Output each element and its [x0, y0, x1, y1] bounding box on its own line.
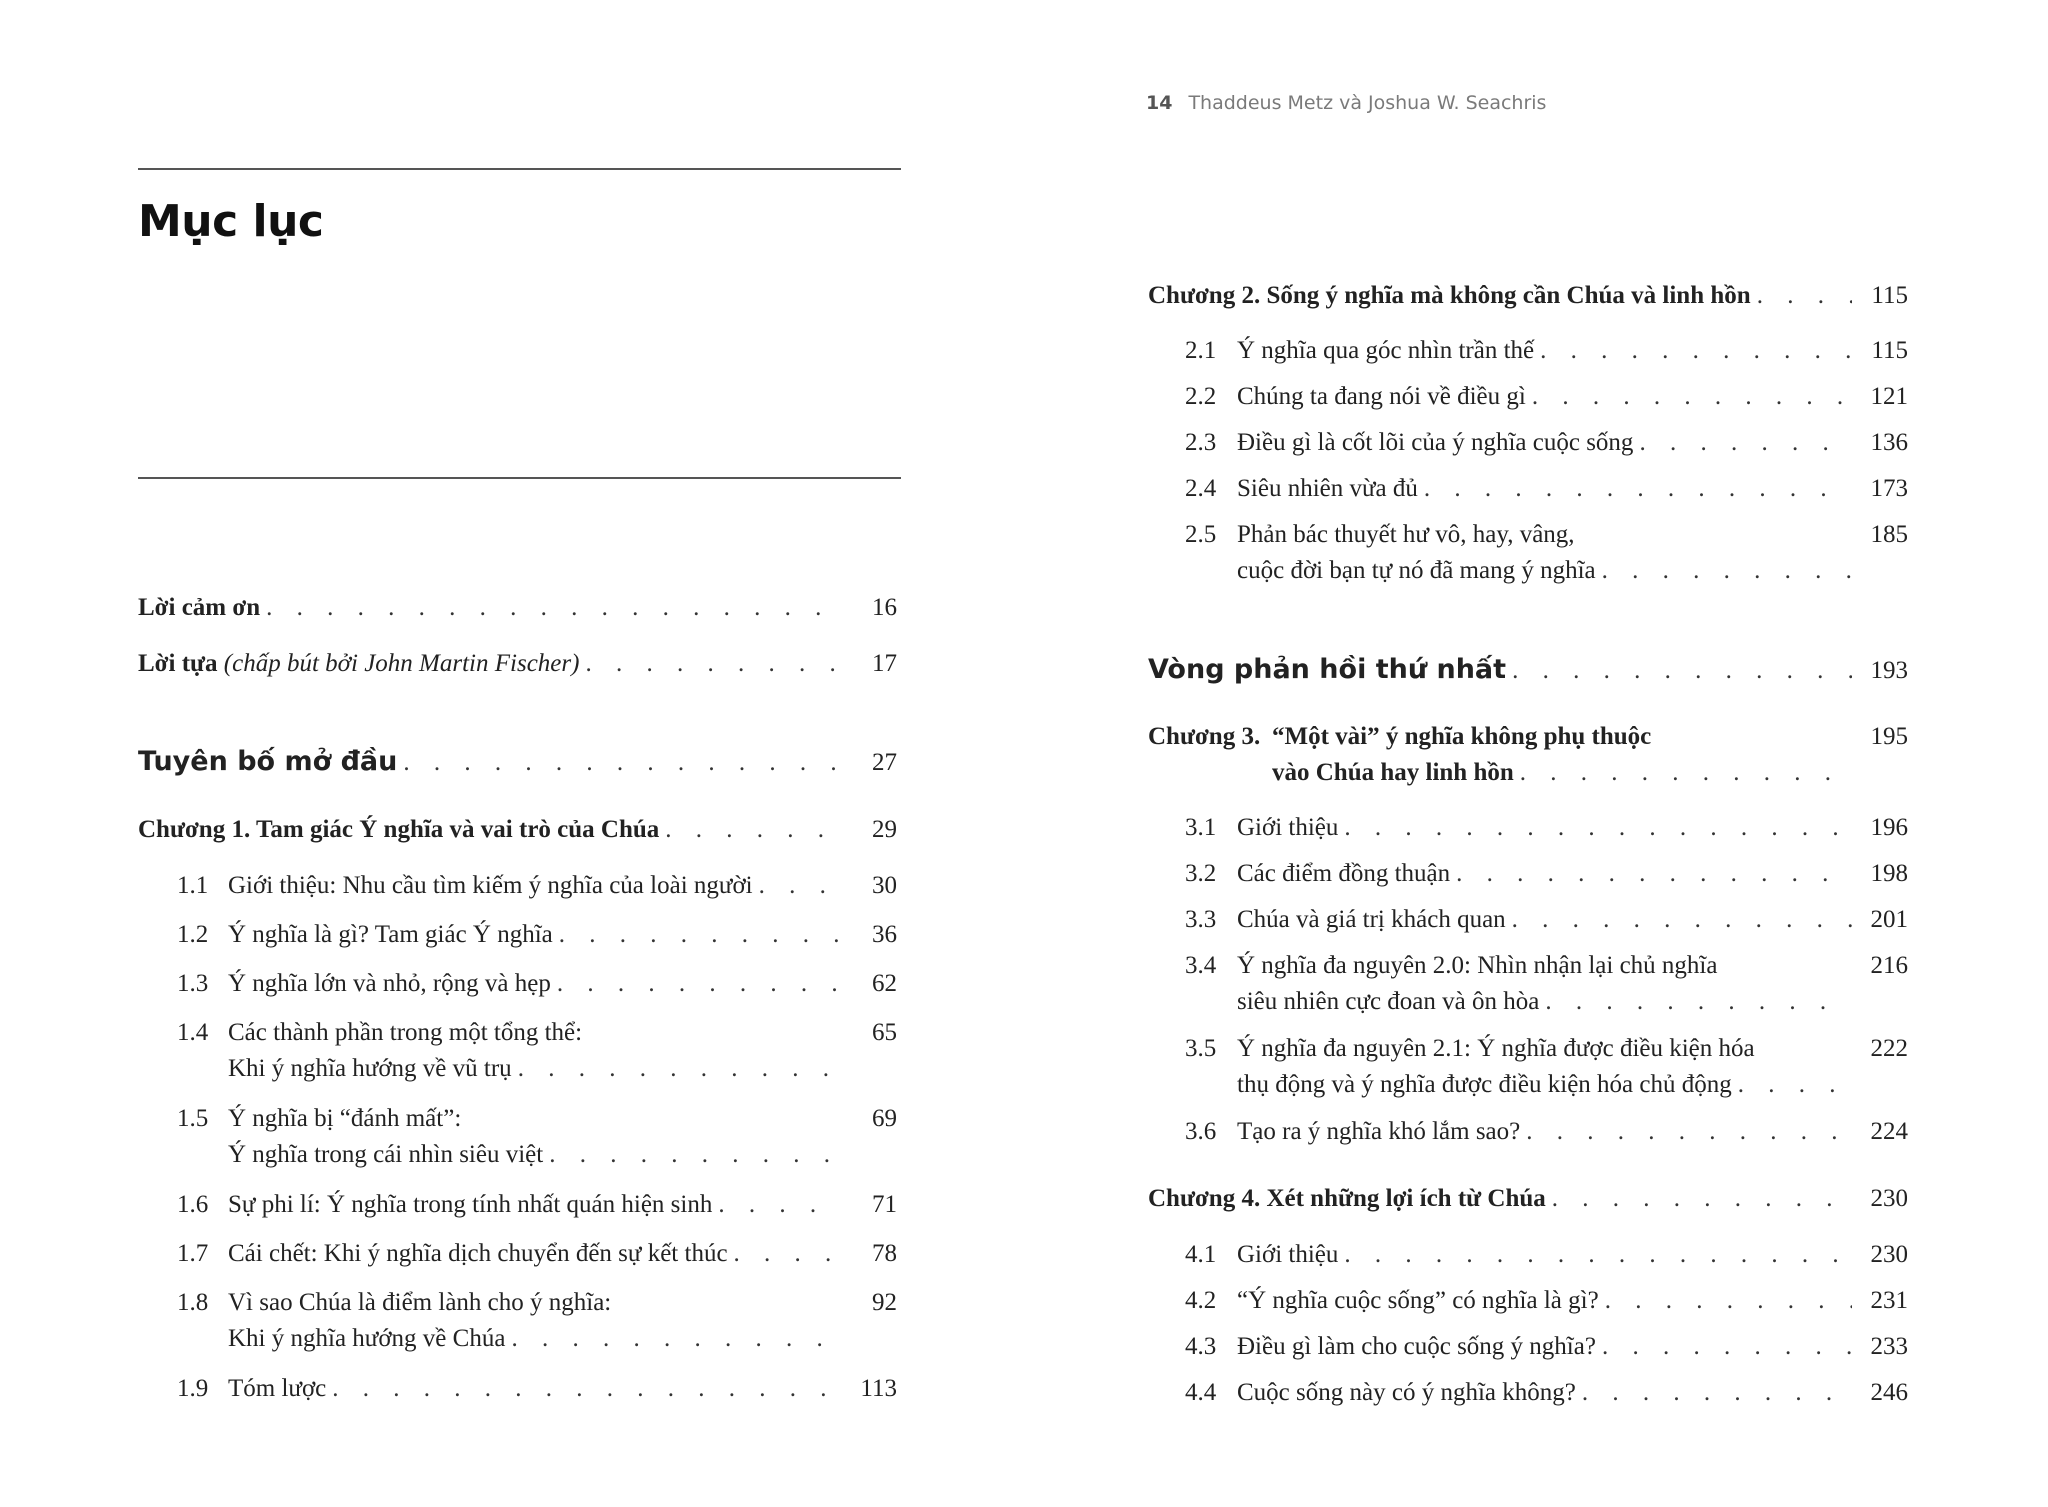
- dot-leader: [579, 646, 839, 682]
- page-number: 16: [872, 594, 897, 621]
- page-number: 92: [872, 1289, 897, 1316]
- toc-entry-first-feedback-loop[interactable]: [1148, 652, 1908, 688]
- page-number: 233: [1870, 1333, 1908, 1360]
- page-number: 224: [1870, 1118, 1908, 1145]
- entry-label: Chương 2. Sống ý nghĩa mà không cần Chúa và linh hồn: [1148, 282, 1751, 309]
- entry-label: Ý nghĩa là gì? Tam giác Ý nghĩa: [228, 921, 553, 948]
- entry-label: “Ý nghĩa cuộc sống” có nghĩa là gì?: [1237, 1287, 1599, 1314]
- section-number: 3.1: [1185, 814, 1217, 841]
- section-number: 3.2: [1185, 860, 1217, 887]
- page-number: 198: [1870, 860, 1908, 887]
- section-number: 1.3: [177, 970, 209, 997]
- dot-leader: [1520, 1114, 1852, 1150]
- dot-leader: [1506, 653, 1852, 689]
- page-number: 62: [872, 970, 897, 997]
- toc-entry-3-6[interactable]: [1148, 1114, 1908, 1150]
- entry-label: thụ động và ý nghĩa được điều kiện hóa chủ động: [1237, 1071, 1732, 1098]
- entry-label: Chúng ta đang nói về điều gì: [1237, 383, 1526, 410]
- dot-leader: [1599, 1283, 1852, 1319]
- dot-leader: [1546, 1181, 1852, 1217]
- dot-leader: [1450, 856, 1852, 892]
- chapter-number: Chương 3.: [1148, 723, 1261, 750]
- entry-label: Ý nghĩa qua góc nhìn trần thế: [1237, 337, 1535, 364]
- toc-entry-opening-statement[interactable]: [138, 744, 897, 780]
- page-number: 78: [872, 1240, 897, 1267]
- page-number: 113: [860, 1375, 897, 1402]
- toc-entry-chapter-3[interactable]: [1148, 719, 1908, 791]
- entry-label-line-1: Ý nghĩa đa nguyên 2.0: Nhìn nhận lại chủ nghĩa: [1237, 952, 1718, 979]
- toc-entry-3-3[interactable]: [1148, 902, 1908, 938]
- section-number: 1.4: [177, 1019, 209, 1046]
- entry-label: Siêu nhiên vừa đủ: [1237, 475, 1418, 502]
- section-number: 2.2: [1185, 383, 1217, 410]
- toc-entry-chapter-1[interactable]: [138, 812, 897, 848]
- section-number: 3.3: [1185, 906, 1217, 933]
- section-number: 3.6: [1185, 1118, 1217, 1145]
- toc-entry-3-1[interactable]: [1148, 810, 1908, 846]
- dot-leader: [753, 868, 839, 904]
- entry-label: Ý nghĩa trong cái nhìn siêu việt: [228, 1141, 544, 1168]
- section-number: 1.7: [177, 1240, 209, 1267]
- dot-leader: [1596, 553, 1852, 589]
- entry-label: Tuyên bố mở đầu: [138, 746, 398, 777]
- toc-entry-2-5[interactable]: [1148, 517, 1908, 589]
- entry-label: Sự phi lí: Ý nghĩa trong tính nhất quán hiện sinh: [228, 1191, 713, 1218]
- entry-label: Vòng phản hồi thứ nhất: [1148, 654, 1507, 685]
- page-number: 71: [872, 1191, 897, 1218]
- section-number: 1.1: [177, 872, 209, 899]
- toc-entry-1-5[interactable]: [138, 1101, 897, 1173]
- dot-leader: [505, 1321, 839, 1357]
- dot-leader: [1751, 278, 1852, 314]
- dot-leader: [1732, 1067, 1852, 1103]
- dot-leader: [553, 917, 839, 953]
- dot-leader: [1539, 984, 1852, 1020]
- dot-leader: [1576, 1375, 1852, 1411]
- page-number: 17: [872, 650, 897, 677]
- page-number: 36: [872, 921, 897, 948]
- section-number: 4.2: [1185, 1287, 1217, 1314]
- toc-entry-2-3[interactable]: [1148, 425, 1908, 461]
- dot-leader: [397, 745, 839, 781]
- page-number: 230: [1870, 1241, 1908, 1268]
- dot-leader: [1338, 1237, 1852, 1273]
- dot-leader: [659, 812, 839, 848]
- page-number: 136: [1870, 429, 1908, 456]
- entry-label: Giới thiệu: [1237, 1241, 1339, 1268]
- toc-entry-1-8[interactable]: [138, 1285, 897, 1357]
- entry-label: Giới thiệu: Nhu cầu tìm kiếm ý nghĩa của loài người: [228, 872, 753, 899]
- toc-entry-3-5[interactable]: [1148, 1031, 1908, 1103]
- dot-leader: [712, 1187, 839, 1223]
- toc-entry-4-2[interactable]: [1148, 1283, 1908, 1319]
- entry-label-line-1: “Một vài” ý nghĩa không phụ thuộc: [1272, 723, 1652, 750]
- entry-label: Khi ý nghĩa hướng về Chúa: [228, 1325, 506, 1352]
- section-number: 4.4: [1185, 1379, 1217, 1406]
- dot-leader: [1506, 902, 1852, 938]
- page-number: 230: [1870, 1185, 1908, 1212]
- page-number: 196: [1870, 814, 1908, 841]
- entry-label: Giới thiệu: [1237, 814, 1339, 841]
- entry-label: Tạo ra ý nghĩa khó lắm sao?: [1237, 1118, 1521, 1145]
- page-number: 185: [1870, 521, 1908, 548]
- running-head: [1146, 92, 1546, 114]
- entry-label-line-1: Các thành phần trong một tổng thể:: [228, 1019, 583, 1046]
- entry-note: (chấp bút bởi John Martin Fischer): [223, 650, 580, 677]
- top-rule: [138, 168, 901, 170]
- dot-leader: [551, 966, 839, 1002]
- entry-label: Tóm lược: [228, 1375, 327, 1402]
- section-number: 1.2: [177, 921, 209, 948]
- entry-label: Chương 1. Tam giác Ý nghĩa và vai trò của Chúa: [138, 816, 660, 843]
- dot-leader: [1596, 1329, 1852, 1365]
- dot-leader: [326, 1371, 839, 1407]
- dot-leader: [1338, 810, 1852, 846]
- section-number: 4.3: [1185, 1333, 1217, 1360]
- entry-label-line-1: Vì sao Chúa là điểm lành cho ý nghĩa:: [228, 1289, 612, 1316]
- dot-leader: [728, 1236, 839, 1272]
- page-number: 121: [1870, 383, 1908, 410]
- page-number: 195: [1870, 723, 1908, 750]
- entry-label: Khi ý nghĩa hướng về vũ trụ: [228, 1055, 512, 1082]
- page-number: 69: [872, 1105, 897, 1132]
- entry-label: Điều gì làm cho cuộc sống ý nghĩa?: [1237, 1333, 1596, 1360]
- toc-entry-1-4[interactable]: [138, 1015, 897, 1087]
- entry-label: Chương 4. Xét những lợi ích từ Chúa: [1148, 1185, 1546, 1212]
- dot-leader: [260, 590, 839, 626]
- page-number: 115: [1871, 282, 1908, 309]
- toc-entry-1-7[interactable]: [138, 1236, 897, 1272]
- toc-entry-4-1[interactable]: [1148, 1237, 1908, 1273]
- entry-label: cuộc đời bạn tự nó đã mang ý nghĩa: [1237, 557, 1596, 584]
- toc-entry-1-2[interactable]: [138, 917, 897, 953]
- entry-label: Lời tựa: [138, 650, 218, 677]
- dot-leader: [1514, 755, 1852, 791]
- entry-label: Lời cảm ơn: [138, 594, 261, 621]
- toc-entry-3-4[interactable]: [1148, 948, 1908, 1020]
- page-number: 246: [1870, 1379, 1908, 1406]
- entry-label-line-1: Ý nghĩa bị “đánh mất”:: [228, 1105, 462, 1132]
- toc-entry-1-9[interactable]: [138, 1371, 897, 1407]
- divider-rule: [138, 477, 901, 479]
- section-number: 3.5: [1185, 1035, 1217, 1062]
- page-number: 222: [1870, 1035, 1908, 1062]
- page-number: 30: [872, 872, 897, 899]
- dot-leader: [1418, 471, 1852, 507]
- toc-entry-1-6[interactable]: [138, 1187, 897, 1223]
- dot-leader: [1633, 425, 1852, 461]
- section-number: 1.8: [177, 1289, 209, 1316]
- page-number: 29: [872, 816, 897, 843]
- section-number: 4.1: [1185, 1241, 1217, 1268]
- entry-label: vào Chúa hay linh hồn: [1272, 759, 1514, 786]
- dot-leader: [1534, 333, 1852, 369]
- entry-label: Chúa và giá trị khách quan: [1237, 906, 1506, 933]
- toc-entry-2-1[interactable]: [1148, 333, 1908, 369]
- page-number: 27: [872, 749, 897, 776]
- section-number: 1.9: [177, 1375, 209, 1402]
- section-number: 1.6: [177, 1191, 209, 1218]
- section-number: 2.3: [1185, 429, 1217, 456]
- page-number: 216: [1870, 952, 1908, 979]
- section-number: 2.4: [1185, 475, 1217, 502]
- toc-entry-acknowledgements[interactable]: [138, 590, 897, 626]
- toc-entry-2-4[interactable]: [1148, 471, 1908, 507]
- entry-label-line-1: Ý nghĩa đa nguyên 2.1: Ý nghĩa được điều kiện hóa: [1237, 1035, 1755, 1062]
- section-number: 2.1: [1185, 337, 1217, 364]
- page-number: 65: [872, 1019, 897, 1046]
- running-head-authors: Thaddeus Metz và Joshua W. Seachris: [1188, 92, 1547, 114]
- entry-label: Các điểm đồng thuận: [1237, 860, 1451, 887]
- page-number: 201: [1870, 906, 1908, 933]
- entry-label: Cái chết: Khi ý nghĩa dịch chuyển đến sự kết thúc: [228, 1240, 728, 1267]
- entry-label: siêu nhiên cực đoan và ôn hòa: [1237, 988, 1540, 1015]
- page-number: 193: [1870, 657, 1908, 684]
- page-title: Mục lục: [138, 196, 324, 247]
- toc-entry-1-1[interactable]: [138, 868, 897, 904]
- dot-leader: [512, 1051, 839, 1087]
- toc-entry-4-3[interactable]: [1148, 1329, 1908, 1365]
- page-number: 115: [1871, 337, 1908, 364]
- section-number: 2.5: [1185, 521, 1217, 548]
- entry-label-line-1: Phản bác thuyết hư vô, hay, vâng,: [1237, 521, 1575, 548]
- section-number: 1.5: [177, 1105, 209, 1132]
- toc-entry-3-2[interactable]: [1148, 856, 1908, 892]
- toc-entry-2-2[interactable]: [1148, 379, 1908, 415]
- toc-entry-4-4[interactable]: [1148, 1375, 1908, 1411]
- toc-entry-chapter-2[interactable]: [1148, 278, 1908, 314]
- dot-leader: [543, 1137, 839, 1173]
- toc-entry-1-3[interactable]: [138, 966, 897, 1002]
- section-number: 3.4: [1185, 952, 1217, 979]
- page-number: 231: [1870, 1287, 1908, 1314]
- page-number: 173: [1870, 475, 1908, 502]
- running-head-page-number: 14: [1146, 92, 1173, 114]
- entry-label: Cuộc sống này có ý nghĩa không?: [1237, 1379, 1576, 1406]
- toc-entry-foreword[interactable]: [138, 646, 897, 682]
- entry-label: Ý nghĩa lớn và nhỏ, rộng và hẹp: [228, 970, 551, 997]
- toc-entry-chapter-4[interactable]: [1148, 1181, 1908, 1217]
- dot-leader: [1526, 379, 1852, 415]
- entry-label: Điều gì là cốt lõi của ý nghĩa cuộc sống: [1237, 429, 1634, 456]
